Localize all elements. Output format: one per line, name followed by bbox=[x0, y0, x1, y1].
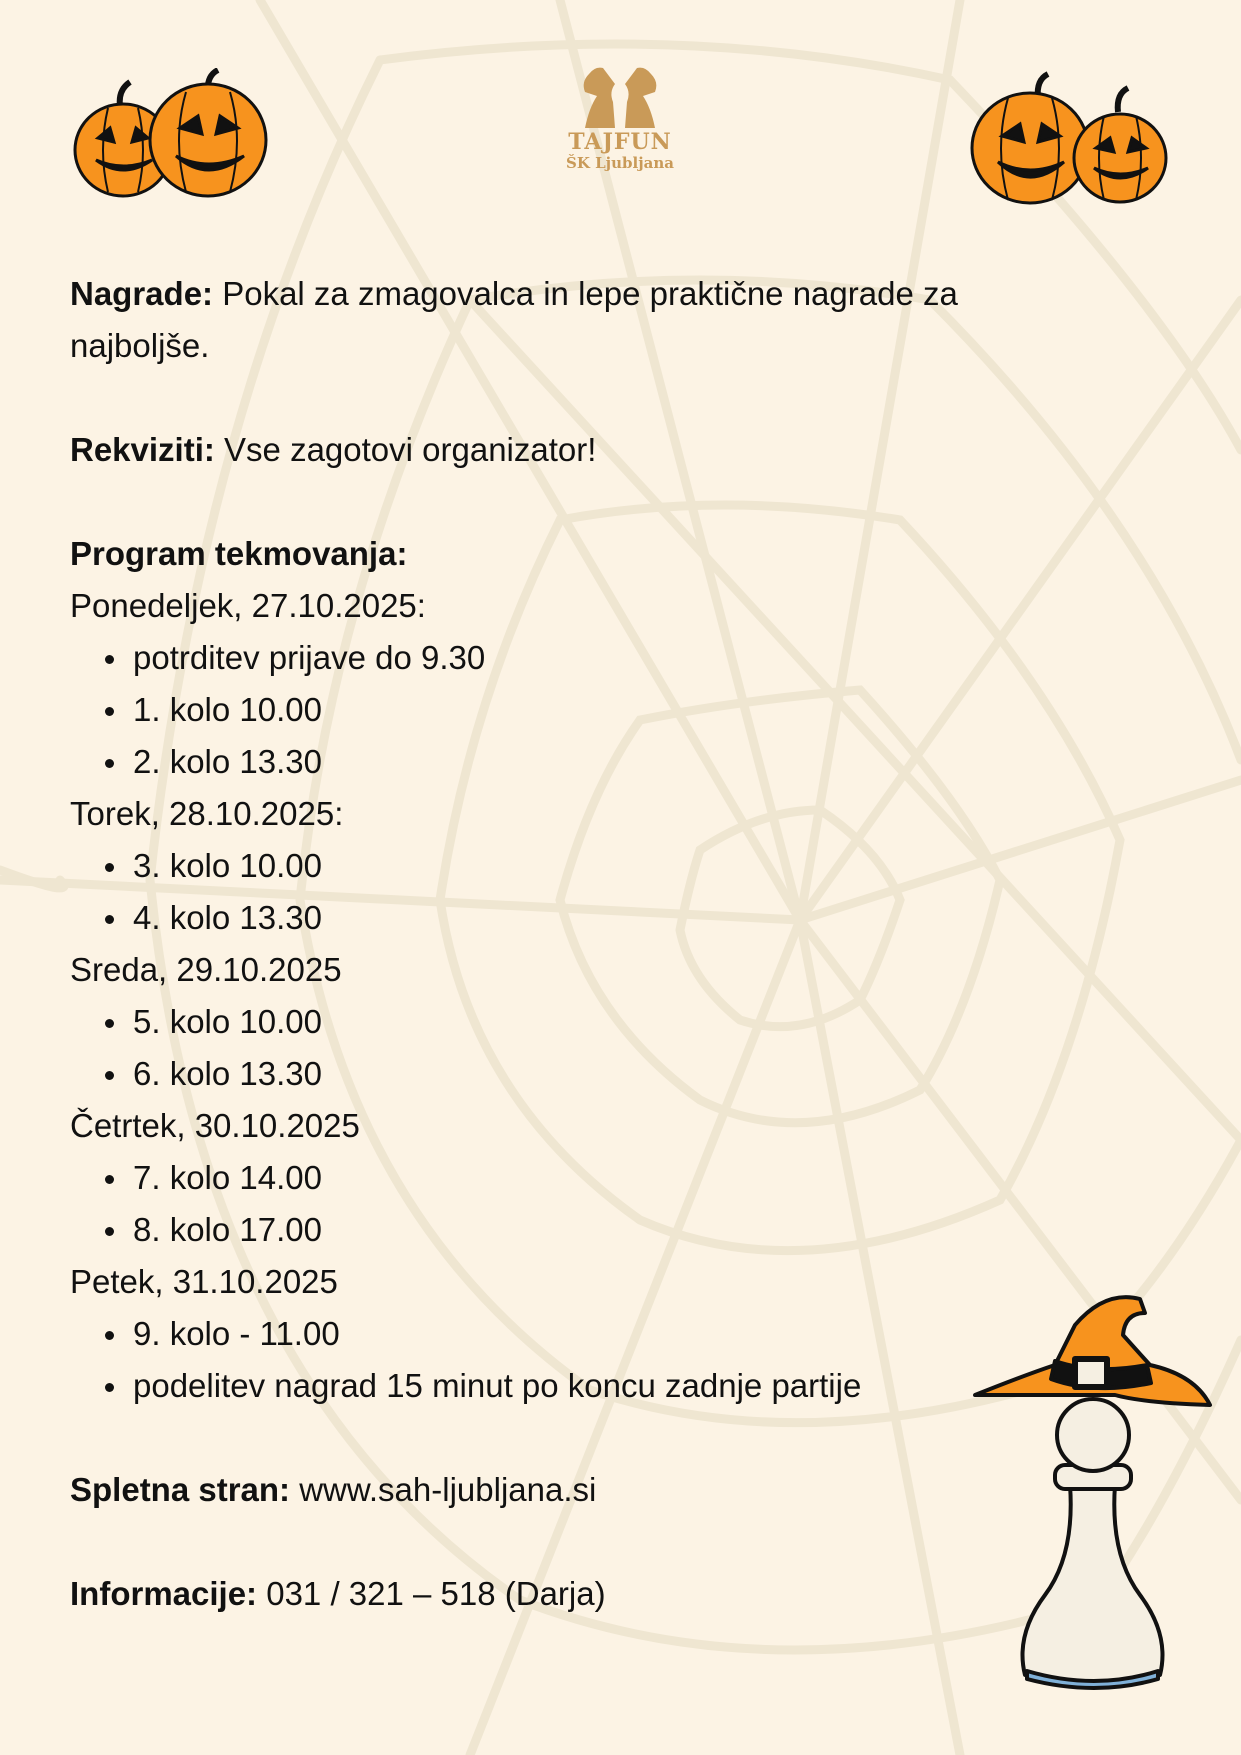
logo-title: TAJFUN bbox=[568, 129, 672, 155]
schedule-list bbox=[70, 632, 1090, 788]
day-title: Ponedeljek, 27.10.2025: bbox=[70, 587, 426, 624]
nagrade-paragraph bbox=[70, 268, 1090, 372]
web-label: Spletna stran: bbox=[70, 1471, 291, 1508]
list-item: 9. kolo - 11.00 bbox=[133, 1308, 1090, 1360]
day-title: Četrtek, 30.10.2025 bbox=[70, 1107, 360, 1144]
pumpkins-right-icon bbox=[968, 70, 1173, 205]
nagrade-label: Nagrade: bbox=[70, 275, 214, 312]
rekviziti-label: Rekviziti: bbox=[70, 431, 215, 468]
day-title: Torek, 28.10.2025: bbox=[70, 795, 344, 832]
web-link[interactable]: www.sah-ljubljana.si bbox=[299, 1471, 597, 1508]
nagrade-text-2: najboljše. bbox=[70, 327, 210, 364]
logo-subtitle: ŠK Ljubljana bbox=[566, 154, 674, 172]
list-item: 1. kolo 10.00 bbox=[133, 684, 1090, 736]
day-title: Sreda, 29.10.2025 bbox=[70, 951, 342, 988]
info-phone: 031 / 321 – 518 (Darja) bbox=[266, 1575, 606, 1612]
day-title: Petek, 31.10.2025 bbox=[70, 1263, 338, 1300]
info-paragraph bbox=[70, 1568, 1090, 1620]
list-item: 5. kolo 10.00 bbox=[133, 996, 1090, 1048]
list-item: 7. kolo 14.00 bbox=[133, 1152, 1090, 1204]
web-paragraph bbox=[70, 1464, 1090, 1516]
schedule-list bbox=[70, 996, 1090, 1100]
list-item: podelitev nagrad 15 minut po koncu zadnje partije bbox=[133, 1360, 1090, 1412]
list-item: potrditev prijave do 9.30 bbox=[133, 632, 1090, 684]
schedule-list bbox=[70, 840, 1090, 944]
chess-knights-logo-icon bbox=[575, 62, 665, 130]
nagrade-text: Pokal za zmagovalca in lepe praktične nagrade za bbox=[222, 275, 958, 312]
list-item: 8. kolo 17.00 bbox=[133, 1204, 1090, 1256]
document-body bbox=[70, 268, 1090, 1620]
pumpkins-left-icon bbox=[68, 68, 273, 198]
program-heading: Program tekmovanja: bbox=[70, 535, 408, 572]
schedule-list bbox=[70, 1308, 1090, 1412]
list-item: 4. kolo 13.30 bbox=[133, 892, 1090, 944]
rekviziti-text: Vse zagotovi organizator! bbox=[224, 431, 597, 468]
club-logo bbox=[555, 62, 685, 202]
list-item: 3. kolo 10.00 bbox=[133, 840, 1090, 892]
list-item: 6. kolo 13.30 bbox=[133, 1048, 1090, 1100]
rekviziti-paragraph bbox=[70, 424, 1090, 476]
schedule-list bbox=[70, 1152, 1090, 1256]
info-label: Informacije: bbox=[70, 1575, 258, 1612]
list-item: 2. kolo 13.30 bbox=[133, 736, 1090, 788]
